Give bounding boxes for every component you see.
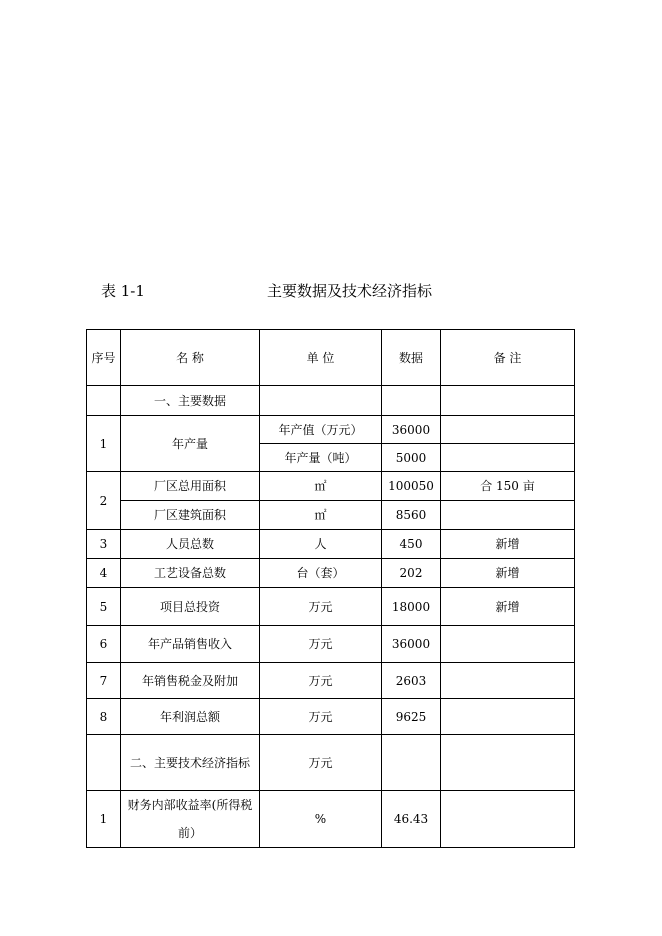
row-remark [441,663,575,699]
row-unit: 万元 [260,626,382,663]
row-unit: % [260,791,382,848]
row-seq: 4 [87,559,121,588]
row-remark [441,444,575,472]
row-data: 5000 [382,444,441,472]
cell-empty [87,735,121,791]
row-name: 项目总投资 [121,588,260,626]
table-row [87,559,575,588]
row-unit: 万元 [260,663,382,699]
row-name: 财务内部收益率(所得税前） [121,791,260,848]
table-caption-title: 主要数据及技术经济指标 [267,282,433,300]
table-row [87,472,575,501]
row-data: 2603 [382,663,441,699]
row-seq: 6 [87,626,121,663]
row-seq: 5 [87,588,121,626]
row-unit: 年产值（万元） [260,416,382,444]
section-title: 二、主要技术经济指标 [121,735,260,791]
cell-empty [441,735,575,791]
section-row [87,386,575,416]
row-seq: 3 [87,530,121,559]
row-remark [441,626,575,663]
row-remark [441,699,575,735]
row-seq: 8 [87,699,121,735]
row-remark: 新增 [441,559,575,588]
table-row [87,663,575,699]
section-unit: 万元 [260,735,382,791]
main-data-table [86,329,575,848]
header-data: 数据 [382,330,441,386]
table-row [87,588,575,626]
table-row [87,791,575,848]
row-remark: 合 150 亩 [441,472,575,501]
row-unit: ㎡ [260,501,382,530]
row-data: 18000 [382,588,441,626]
header-name: 名 称 [121,330,260,386]
cell-empty [441,386,575,416]
row-name: 年销售税金及附加 [121,663,260,699]
section-title: 一、主要数据 [121,386,260,416]
cell-empty [382,386,441,416]
header-row [87,330,575,386]
header-unit: 单 位 [260,330,382,386]
row-name: 厂区总用面积 [121,472,260,501]
table-row [87,626,575,663]
table-row [87,530,575,559]
table-caption-label: 表 1-1 [101,282,145,300]
cell-empty [382,735,441,791]
row-data: 36000 [382,626,441,663]
row-unit: 人 [260,530,382,559]
row-remark [441,791,575,848]
row-seq: 2 [87,472,121,530]
row-name: 人员总数 [121,530,260,559]
header-seq: 序号 [87,330,121,386]
row-name: 厂区建筑面积 [121,501,260,530]
row-name: 年产品销售收入 [121,626,260,663]
row-name: 年利润总额 [121,699,260,735]
table-row [87,416,575,444]
row-data: 9625 [382,699,441,735]
row-unit: ㎡ [260,472,382,501]
row-unit: 年产量（吨） [260,444,382,472]
row-remark: 新增 [441,530,575,559]
row-seq: 7 [87,663,121,699]
row-data: 202 [382,559,441,588]
section-row [87,735,575,791]
row-remark: 新增 [441,588,575,626]
cell-empty [260,386,382,416]
row-data: 46.43 [382,791,441,848]
row-seq: 1 [87,416,121,472]
row-data: 100050 [382,472,441,501]
row-data: 8560 [382,501,441,530]
row-unit: 台（套） [260,559,382,588]
row-remark [441,501,575,530]
row-name: 年产量 [121,416,260,472]
row-unit: 万元 [260,588,382,626]
table-row [87,699,575,735]
row-data: 36000 [382,416,441,444]
row-name: 工艺设备总数 [121,559,260,588]
cell-empty [87,386,121,416]
row-unit: 万元 [260,699,382,735]
row-seq: 1 [87,791,121,848]
row-remark [441,416,575,444]
row-data: 450 [382,530,441,559]
header-remark: 备 注 [441,330,575,386]
table-row [87,501,575,530]
